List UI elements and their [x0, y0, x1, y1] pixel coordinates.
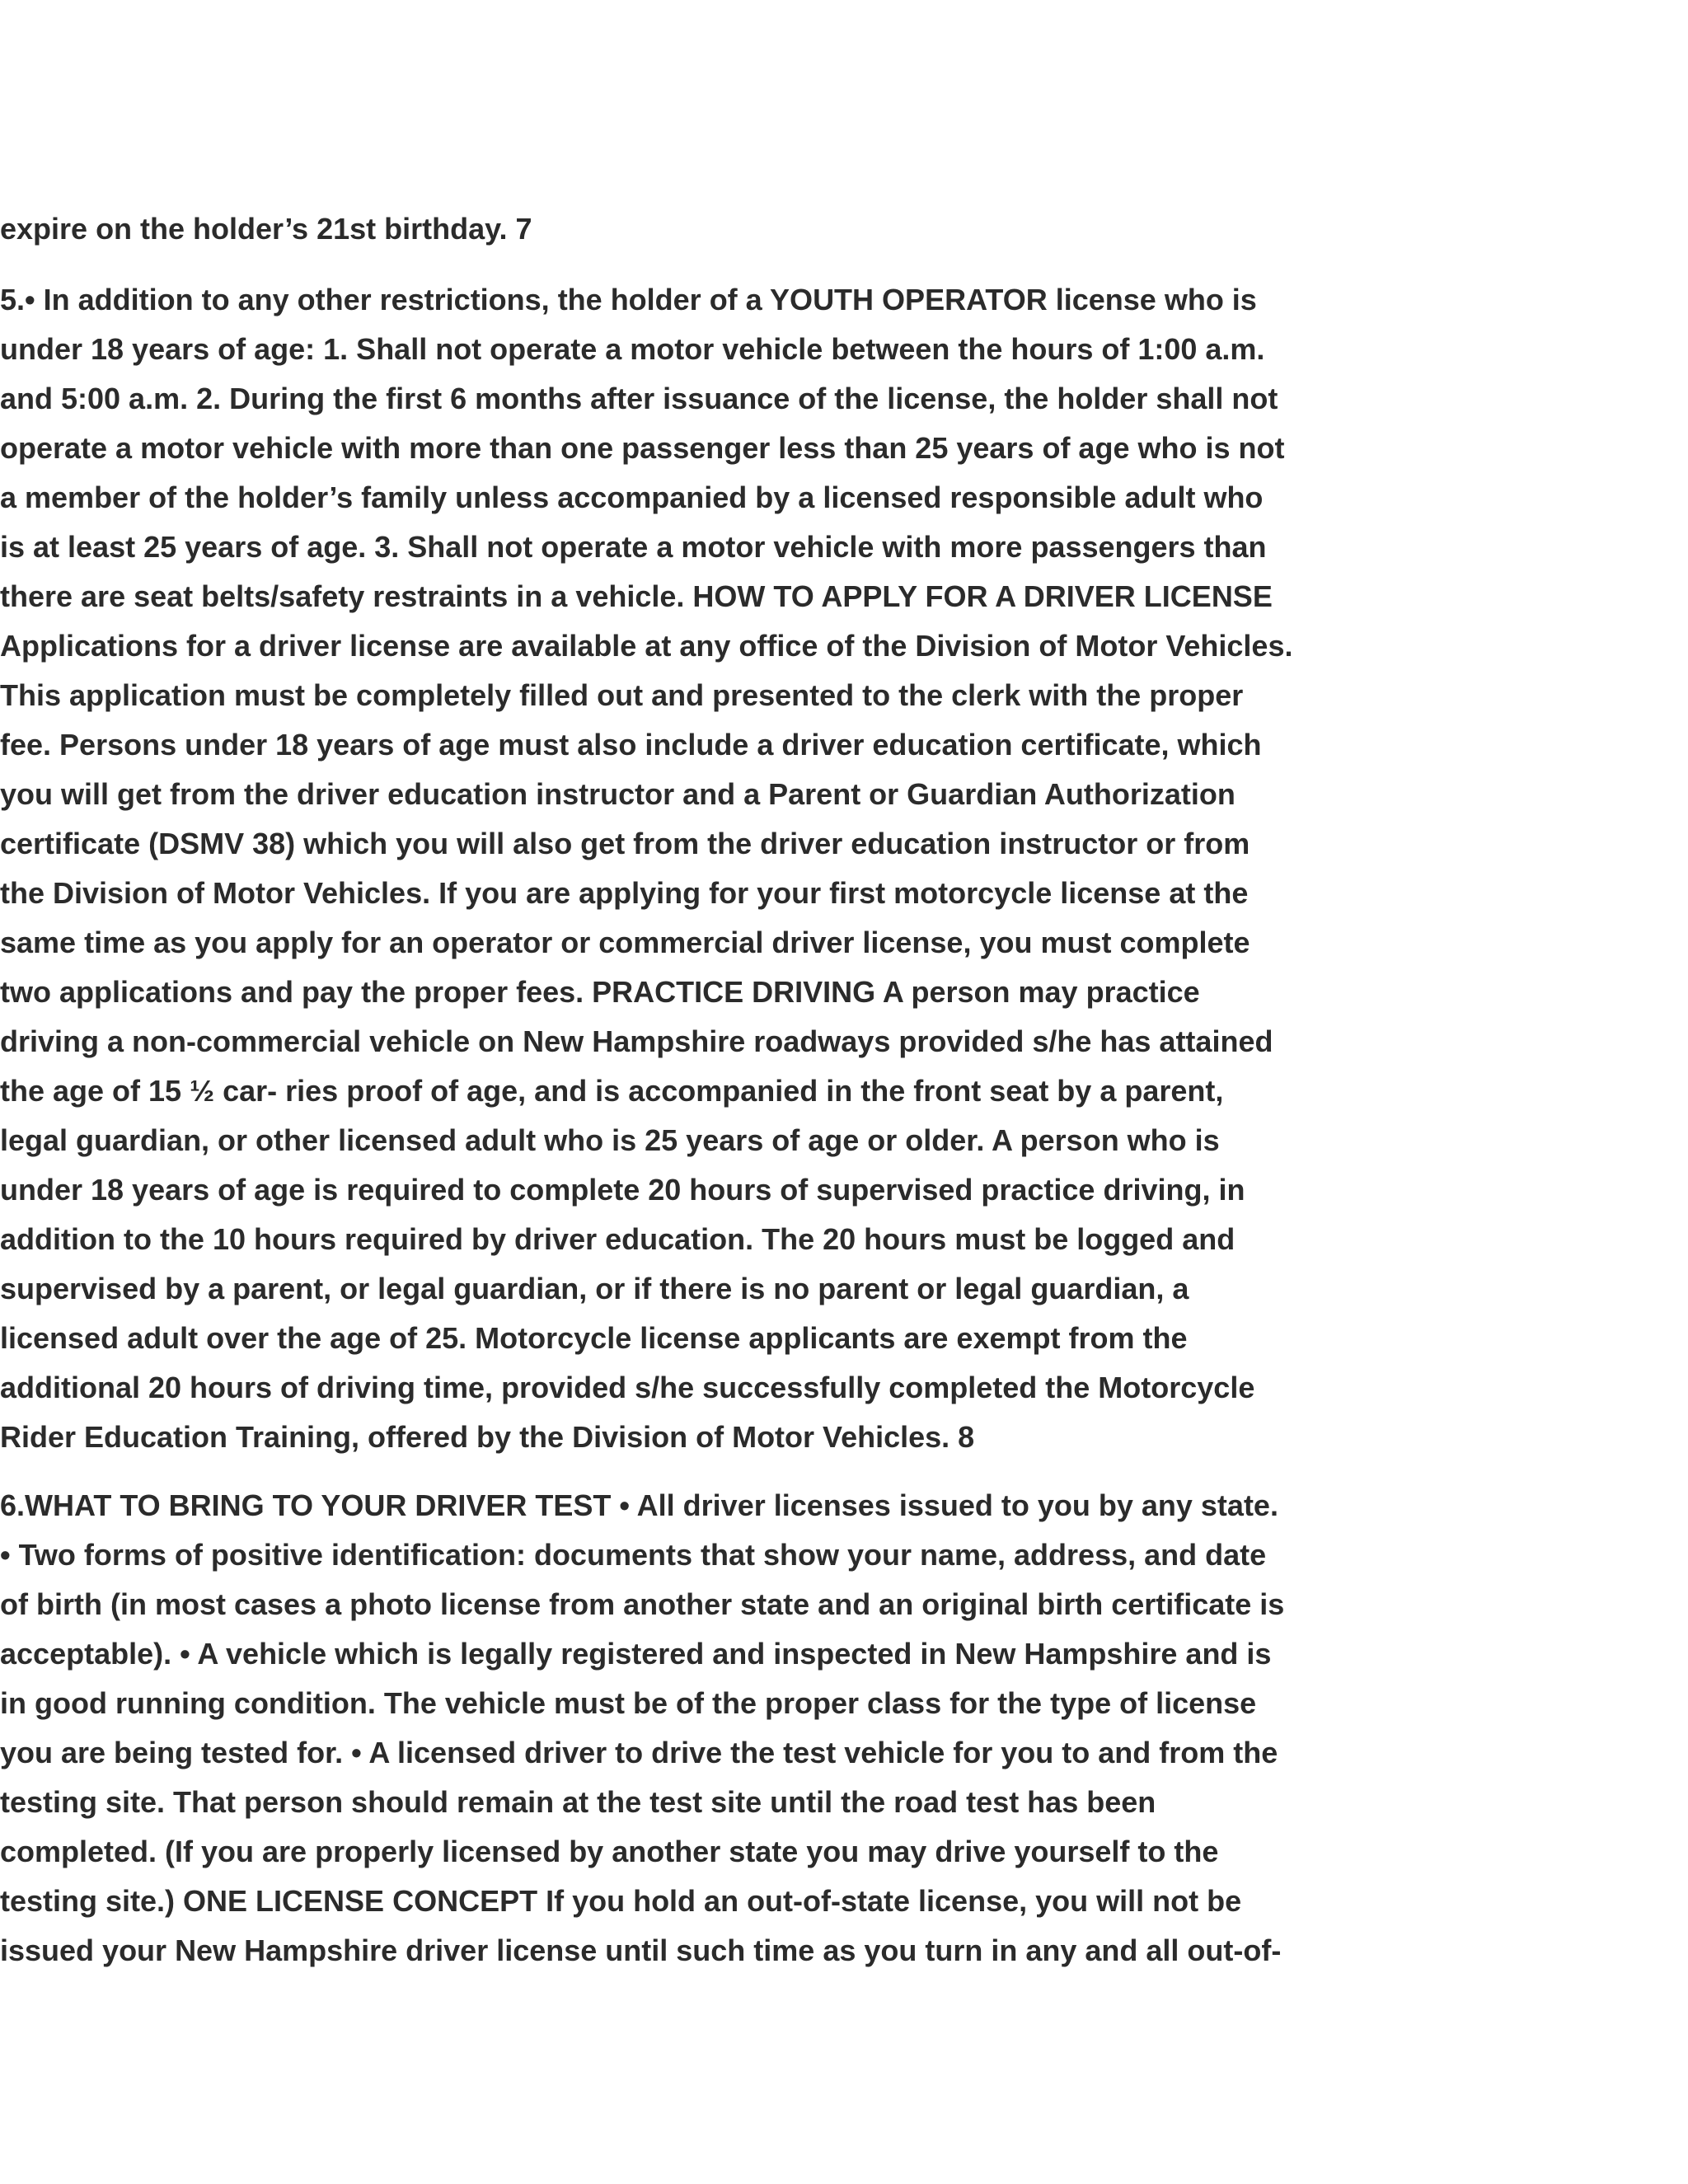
- text-line: supervised by a parent, or legal guardian, or if there is no parent or legal guardian, a: [0, 1272, 1189, 1305]
- paragraph-youth-operator-restrictions: [0, 275, 1434, 1462]
- text-line: fee. Persons under 18 years of age must also include a driver education certificate, which: [0, 728, 1262, 762]
- text-line: and 5:00 a.m. 2. During the first 6 months after issuance of the license, the holder shall not: [0, 382, 1278, 415]
- text-line: driving a non-commercial vehicle on New Hampshire roadways provided s/he has attained: [0, 1024, 1273, 1058]
- paragraph-continuation: [0, 204, 1434, 254]
- text-line: 5.• In addition to any other restrictions, the holder of a YOUTH OPERATOR license who is: [0, 283, 1257, 316]
- text-line: under 18 years of age: 1. Shall not operate a motor vehicle between the hours of 1:00 a.m.: [0, 332, 1265, 366]
- text-line: the Division of Motor Vehicles. If you are applying for your first motorcycle license at the: [0, 876, 1249, 910]
- text-line: issued your New Hampshire driver license until such time as you turn in any and all out-of-: [0, 1933, 1282, 1967]
- text-line: Rider Education Training, offered by the Division of Motor Vehicles. 8: [0, 1420, 975, 1454]
- paragraph-what-to-bring: [0, 1481, 1434, 1975]
- text-line: two applications and pay the proper fees. PRACTICE DRIVING A person may practice: [0, 975, 1200, 1009]
- text-line: expire on the holder’s 21st birthday. 7: [0, 212, 532, 246]
- text-line: 6.WHAT TO BRING TO YOUR DRIVER TEST • All driver licenses issued to you by any state.: [0, 1488, 1278, 1522]
- text-line: testing site. That person should remain at the test site until the road test has been: [0, 1785, 1156, 1819]
- text-line: operate a motor vehicle with more than one passenger less than 25 years of age who is not: [0, 431, 1285, 465]
- text-line: Applications for a driver license are available at any office of the Division of Motor Vehicles.: [0, 629, 1293, 663]
- text-line: certificate (DSMV 38) which you will also get from the driver education instructor or from: [0, 827, 1250, 860]
- text-line: same time as you apply for an operator or commercial driver license, you must complete: [0, 926, 1250, 959]
- text-line: additional 20 hours of driving time, provided s/he successfully completed the Motorcycle: [0, 1371, 1255, 1404]
- text-line: under 18 years of age is required to complete 20 hours of supervised practice driving, in: [0, 1173, 1245, 1207]
- text-line: you will get from the driver education instructor and a Parent or Guardian Authorization: [0, 777, 1236, 811]
- text-line: addition to the 10 hours required by driver education. The 20 hours must be logged and: [0, 1222, 1236, 1256]
- text-line: This application must be completely filled out and presented to the clerk with the proper: [0, 678, 1244, 712]
- text-line: legal guardian, or other licensed adult who is 25 years of age or older. A person who is: [0, 1123, 1220, 1157]
- text-line: you are being tested for. • A licensed driver to drive the test vehicle for you to and from the: [0, 1736, 1278, 1769]
- text-line: in good running condition. The vehicle must be of the proper class for the type of license: [0, 1686, 1257, 1720]
- text-line: of birth (in most cases a photo license from another state and an original birth certificate is: [0, 1587, 1285, 1621]
- text-line: is at least 25 years of age. 3. Shall not operate a motor vehicle with more passengers than: [0, 530, 1267, 564]
- text-line: a member of the holder’s family unless accompanied by a licensed responsible adult who: [0, 480, 1264, 514]
- text-line: • Two forms of positive identification: documents that show your name, address, and date: [0, 1538, 1267, 1572]
- text-line: licensed adult over the age of 25. Motorcycle license applicants are exempt from the: [0, 1321, 1188, 1355]
- text-line: completed. (If you are properly licensed by another state you may drive yourself to the: [0, 1835, 1219, 1868]
- text-line: there are seat belts/safety restraints in a vehicle. HOW TO APPLY FOR A DRIVER LICENSE: [0, 579, 1273, 613]
- text-line: testing site.) ONE LICENSE CONCEPT If you hold an out-of-state license, you will not be: [0, 1884, 1242, 1918]
- text-line: the age of 15 ½ car- ries proof of age, and is accompanied in the front seat by a parent,: [0, 1074, 1224, 1108]
- text-line: acceptable). • A vehicle which is legally registered and inspected in New Hampshire and is: [0, 1637, 1272, 1671]
